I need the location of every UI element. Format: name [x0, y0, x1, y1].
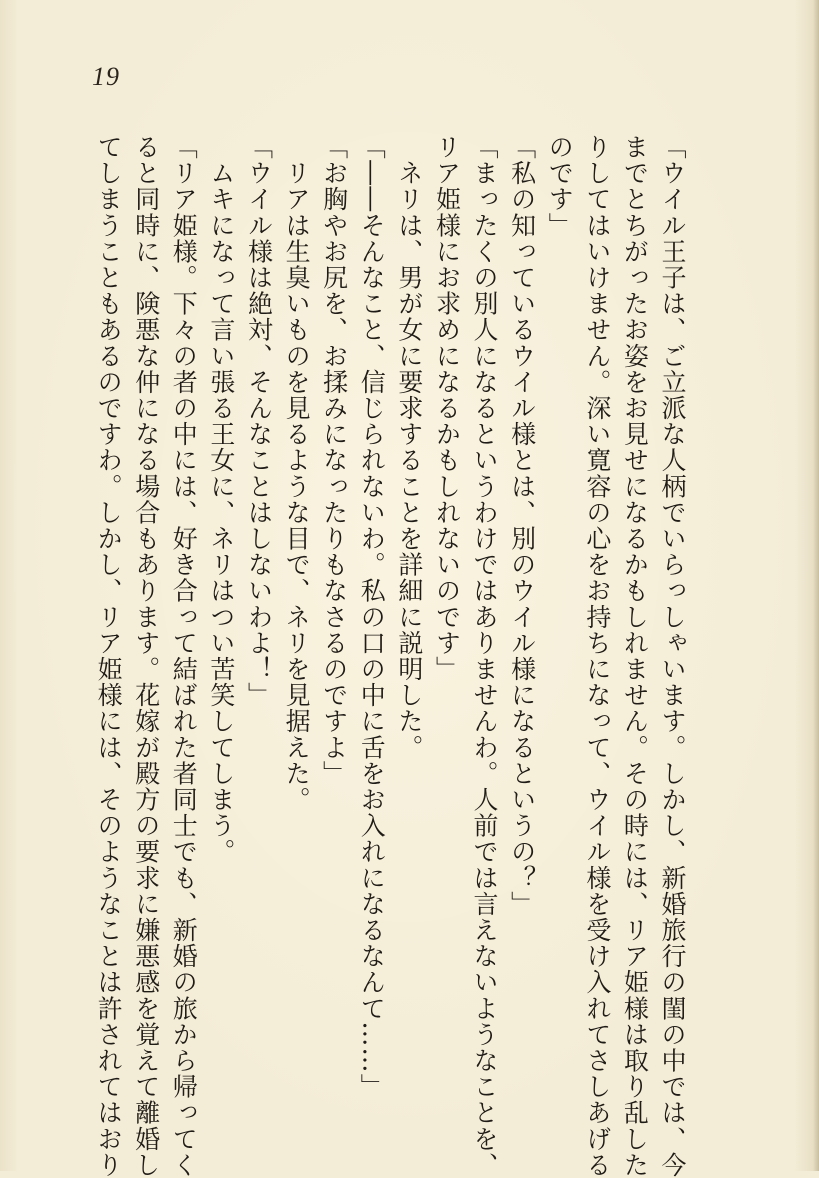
text-line: ると同時に、険悪な仲になる場合もあります。花嫁が殿方の要求に嫌悪感を覚えて離婚し [131, 134, 161, 1178]
text-line: りしてはいけません。深い寛容の心をお持ちになって、ウイル様を受け入れてさしあげる [582, 134, 612, 1178]
page-number: 19 [92, 62, 120, 91]
vertical-body-text [90, 134, 692, 1178]
text-line: ネリは、男が女に要求することを詳細に説明した。 [394, 134, 424, 761]
text-line: リア姫様にお求めになるかもしれないのです」 [432, 134, 462, 683]
text-line: リアは生臭いものを見るような目で、ネリを見据えた。 [282, 134, 312, 813]
text-line: 「私の知っているウイル様とは、別のウイル様になるというの？」 [507, 134, 537, 917]
text-line: てしまうこともあるのですわ。しかし、リア姫様には、そのようなことは許されてはおり [94, 134, 124, 1178]
text-line: のです」 [545, 134, 575, 239]
text-line: 「ウイル王子は、ご立派な人柄でいらっしゃいます。しかし、新婚旅行の閨の中では、今 [658, 134, 687, 1178]
text-line: 「ウイル様は絶対、そんなことはしないわよ！」 [244, 134, 274, 709]
text-line: 「まったくの別人になるというわけではありませんわ。人前では言えないようなことを、 [470, 134, 500, 1178]
page-edge-shadow [813, 0, 819, 1171]
text-line: ムキになって言い張る王女に、ネリはつい苦笑してしまう。 [206, 134, 236, 865]
text-line: 「お胸やお尻を、お揉みになったりもなさるのですよ」 [319, 134, 349, 787]
text-line: までとちがったお姿をお見せになるかもしれません。その時には、リア姫様は取り乱した [620, 134, 650, 1178]
text-line: 「――そんなこと、信じられないわ。私の口の中に舌をお入れになるなんて……」 [357, 134, 387, 1100]
text-line: 「リア姫様。下々の者の中には、好き合って結ばれた者同士でも、新婚の旅から帰ってく [169, 134, 199, 1178]
